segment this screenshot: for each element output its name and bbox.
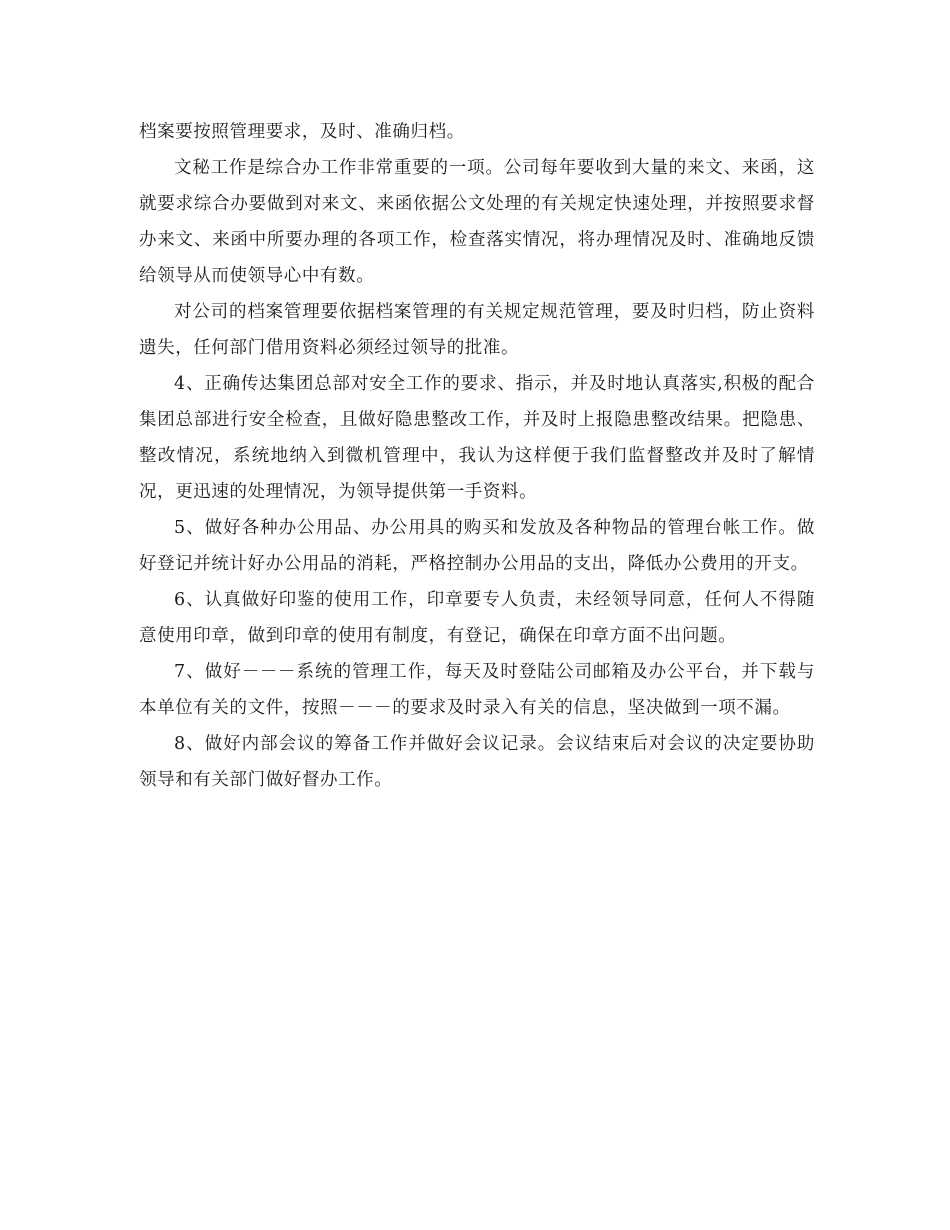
document-body — [139, 114, 815, 798]
paragraph-archive-filing: 档案要按照管理要求，及时、准确归档。 — [139, 122, 465, 142]
paragraph-item-4-safety: 4、正确传达集团总部对安全工作的要求、指示，并及时地认真落实,积极的配合集团总部进行安全检查，且做好隐患整改工作，并及时上报隐患整改结果。把隐患、整改情况，系统地纳入到微机管理中，我认为这样便于我们监督整改并及时了解情况，更迅速的处理情况，为领导提供第一手资料。 — [139, 374, 815, 502]
paragraph-item-6-seals: 6、认真做好印鉴的使用工作，印章要专人负责，未经领导同意，任何人不得随意使用印章，做到印章的使用有制度，有登记，确保在印章方面不出问题。 — [139, 590, 815, 646]
paragraph-item-5-office-supplies: 5、做好各种办公用品、办公用具的购买和发放及各种物品的管理台帐工作。做好登记并统计好办公用品的消耗，严格控制办公用品的支出，降低办公费用的开支。 — [139, 518, 815, 574]
paragraph-secretarial-work: 文秘工作是综合办工作非常重要的一项。公司每年要收到大量的来文、来函，这就要求综合办要做到对来文、来函依据公文处理的有关规定快速处理，并按照要求督办来文、来函中所要办理的各项工作，检查落实情况，将办理情况及时、准确地反馈给领导从而使领导心中有数。 — [139, 158, 815, 286]
paragraph-item-7-system-management: 7、做好－－－系统的管理工作，每天及时登陆公司邮箱及办公平台，并下载与本单位有关的文件，按照－－－的要求及时录入有关的信息，坚决做到一项不漏。 — [139, 662, 815, 718]
paragraph-archive-management: 对公司的档案管理要依据档案管理的有关规定规范管理，要及时归档，防止资料遗失，任何部门借用资料必须经过领导的批准。 — [139, 302, 815, 358]
paragraph-item-8-meetings: 8、做好内部会议的筹备工作并做好会议记录。会议结束后对会议的决定要协助领导和有关部门做好督办工作。 — [139, 734, 815, 790]
